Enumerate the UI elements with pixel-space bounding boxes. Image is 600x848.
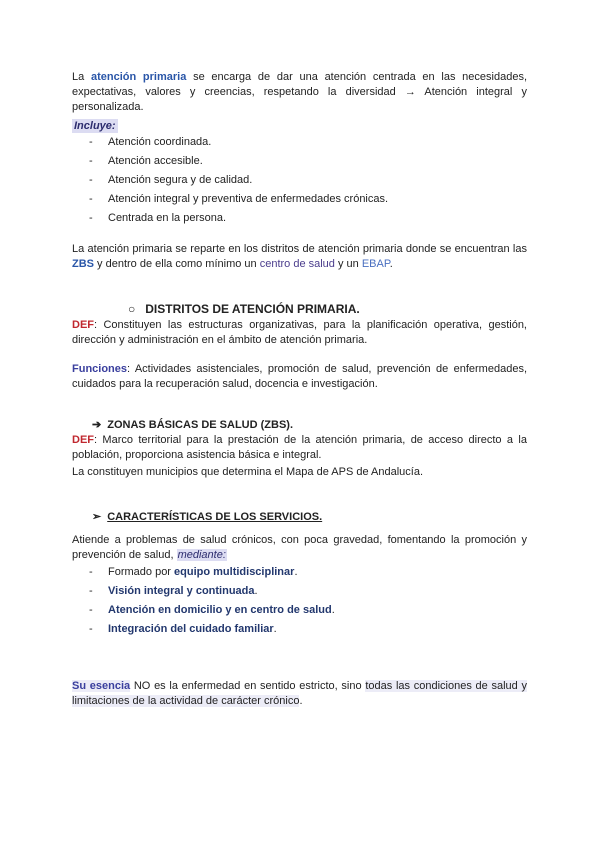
includes-list <box>72 133 527 228</box>
list-item: - Visión integral y continuada. <box>89 585 258 597</box>
list-item: - Atención coordinada. <box>89 136 212 148</box>
list-item: - Integración del cuidado familiar. <box>89 623 277 635</box>
ebap-link[interactable]: EBAP <box>361 258 390 270</box>
characteristics-intro: Atiende a problemas de salud crónicos, con poca gravedad, fomentando la promoción y prevención de salud, mediante: <box>72 534 527 561</box>
characteristics-list <box>72 563 527 639</box>
zbs-def: DEF: Marco territorial para la prestación de la atención primaria, de acceso directo a la población, proporciona asistencia básica e integral. <box>72 434 527 461</box>
centro-salud-link[interactable]: centro de salud <box>259 258 335 270</box>
primary-care-keyword: atención primaria <box>90 71 187 83</box>
circle-bullet-icon: ○ <box>128 302 136 316</box>
essence-label: Su esencia <box>72 680 131 692</box>
arrow-right-icon: ➔ <box>92 419 102 431</box>
includes-label: Incluye: <box>74 120 116 132</box>
list-item: - Atención segura y de calidad. <box>89 174 253 186</box>
districts-def: DEF: Constituyen las estructuras organizativas, para la planificación operativa, gestión, dirección y administración en el ámbito de atención primaria. <box>72 319 527 346</box>
characteristics-heading: ➢ CARACTERÍSTICAS DE LOS SERVICIOS. <box>92 511 323 523</box>
mediante-label: mediante: <box>177 549 226 561</box>
list-item: - Atención integral y preventiva de enfermedades crónicas. <box>89 193 389 205</box>
list-item: - Formado por equipo multidisciplinar. <box>89 566 298 578</box>
district-paragraph: La atención primaria se reparte en los distritos de atención primaria donde se encuentran las ZBS y dentro de ella como mínimo un centro de salud y un EBAP. <box>72 243 527 270</box>
districts-functions: Funciones: Actividades asistenciales, promoción de salud, prevención de enfermedades, cuidados para la recuperación salud, docencia e investigación. <box>72 363 527 390</box>
list-item: - Atención accesible. <box>89 155 203 167</box>
list-item: - Atención en domicilio y en centro de salud. <box>89 604 335 616</box>
list-item: - Centrada en la persona. <box>89 212 227 224</box>
essence-paragraph: Su esencia NO es la enfermedad en sentido estricto, sino todas las condiciones de salud y limitaciones de la actividad de carácter crónico. <box>72 680 527 707</box>
functions-label: Funciones <box>72 363 128 375</box>
includes-label-row <box>72 119 527 133</box>
def-label: DEF <box>72 319 94 331</box>
document-page <box>72 70 527 709</box>
def-label: DEF <box>72 434 94 446</box>
zbs-extra: La constituyen municipios que determina el Mapa de APS de Andalucía. <box>72 466 424 478</box>
zbs-term: ZBS <box>72 258 94 270</box>
triangle-arrow-icon: ➢ <box>92 511 102 523</box>
intro-paragraph: La atención primaria se encarga de dar una atención centrada en las necesidades, expectativas, valores y creencias, respetando la diversidad → Atención integral y personalizada. <box>72 71 527 113</box>
zbs-heading: ➔ ZONAS BÁSICAS DE SALUD (ZBS). <box>92 419 293 431</box>
districts-heading: ○ DISTRITOS DE ATENCIÓN PRIMARIA. <box>128 302 360 316</box>
